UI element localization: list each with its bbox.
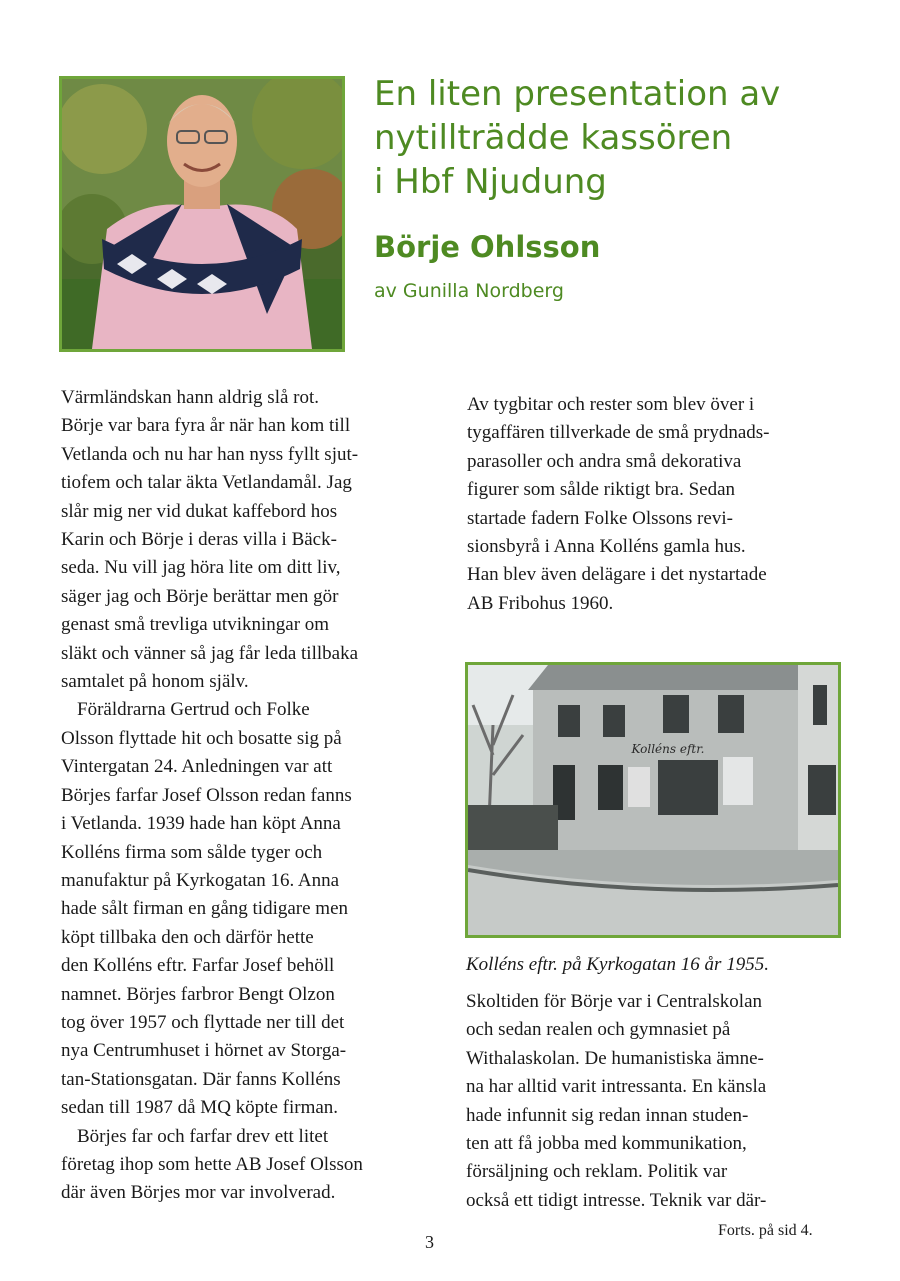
text-line: manufaktur på Kyrkogatan 16. Anna — [61, 869, 340, 891]
text-line: Withalaskolan. De humanistiska ämne- — [466, 1047, 764, 1069]
text-line: Föräldrarna Gertrud och Folke — [77, 699, 310, 721]
right-column-bottom-text — [466, 988, 856, 1215]
text-line: där även Börjes mor var involverad. — [61, 1182, 336, 1204]
title-line: i Hbf Njudung — [374, 162, 607, 202]
text-line: den Kolléns eftr. Farfar Josef behöll — [61, 955, 335, 977]
text-line: namnet. Börjes farbror Bengt Olzon — [61, 983, 335, 1005]
portrait-image — [62, 79, 342, 349]
text-line: köpt tillbaka den och därför hette — [61, 926, 314, 948]
text-line: företag ihop som hette AB Josef Olsson — [61, 1153, 363, 1175]
text-line: slår mig ner vid dukat kaffebord hos — [61, 500, 338, 522]
text-line: Karin och Börje i deras villa i Bäck- — [61, 529, 337, 551]
text-line: och sedan realen och gymnasiet på — [466, 1019, 731, 1041]
text-line: tiofem och talar äkta Vetlandamål. Jag — [61, 472, 352, 494]
page-number: 3 — [425, 1232, 434, 1252]
text-line: startade fadern Folke Olssons revi- — [467, 507, 733, 529]
portrait-photo — [59, 76, 345, 352]
storefront-image — [468, 665, 838, 935]
text-line: säger jag och Börje berättar men gör — [61, 585, 339, 607]
text-line: tygaffären tillverkade de små prydnads- — [467, 422, 770, 444]
photo-caption: Kolléns eftr. på Kyrkogatan 16 år 1955. — [466, 954, 769, 975]
text-line: i Vetlanda. 1939 hade han köpt Anna — [61, 813, 341, 835]
storefront-sign-text: Kolléns eftr. — [631, 742, 705, 756]
text-line: Vintergatan 24. Anledningen var att — [61, 756, 333, 778]
text-line: na har alltid varit intressanta. En känsla — [466, 1076, 767, 1098]
text-line: Vetlanda och nu har han nyss fyllt sjut- — [61, 443, 359, 465]
text-line: figurer som sålde riktigt bra. Sedan — [467, 479, 736, 501]
person-name: Börje Ohlsson — [374, 230, 601, 264]
text-line: hade sålt firman en gång tidigare men — [61, 898, 349, 920]
text-line: ten att få jobba med kommunikation, — [466, 1133, 747, 1155]
article-title — [374, 72, 874, 204]
text-line: hade infunnit sig redan innan studen- — [466, 1104, 749, 1126]
text-line: Börjes farfar Josef Olsson redan fanns — [61, 784, 352, 806]
storefront-photo — [465, 662, 841, 938]
continued-note: Forts. på sid 4. — [718, 1222, 813, 1239]
text-line: också ett tidigt intresse. Teknik var där- — [466, 1189, 767, 1211]
author-byline: av Gunilla Nordberg — [374, 280, 564, 302]
title-line: En liten presentation av — [374, 74, 781, 114]
text-line: sedan till 1987 då MQ köpte firman. — [61, 1097, 339, 1119]
text-line: sionsbyrå i Anna Kolléns gamla hus. — [467, 536, 746, 558]
text-line: seda. Nu vill jag höra lite om ditt liv, — [61, 557, 341, 579]
text-line: tan-Stationsgatan. Där fanns Kolléns — [61, 1068, 341, 1090]
text-line: nya Centrumhuset i hörnet av Storga- — [61, 1040, 347, 1062]
text-line: Skoltiden för Börje var i Centralskolan — [466, 991, 763, 1012]
left-column-text — [61, 384, 441, 1208]
text-line: Börjes far och farfar drev ett litet — [77, 1125, 329, 1147]
text-line: samtalet på honom själv. — [61, 671, 249, 693]
text-line: AB Fribohus 1960. — [467, 592, 614, 614]
text-line: Värmländskan hann aldrig slå rot. — [61, 387, 320, 408]
text-line: Han blev även delägare i det nystartade — [467, 564, 767, 586]
text-line: tog över 1957 och flyttade ner till det — [61, 1011, 345, 1033]
text-line: försäljning och reklam. Politik var — [466, 1161, 728, 1183]
text-line: Kolléns firma som sålde tyger och — [61, 841, 323, 863]
text-line: Olsson flyttade hit och bosatte sig på — [61, 727, 342, 749]
text-line: släkt och vänner så jag får leda tillbaka — [61, 642, 359, 664]
text-line: parasoller och andra små dekorativa — [467, 450, 742, 472]
text-line: Av tygbitar och rester som blev över i — [467, 394, 755, 415]
title-line: nytillträdde kassören — [374, 118, 733, 158]
right-column-top-text — [467, 391, 857, 618]
text-line: genast små trevliga utvikningar om — [61, 614, 330, 636]
text-line: Börje var bara fyra år när han kom till — [61, 415, 351, 437]
